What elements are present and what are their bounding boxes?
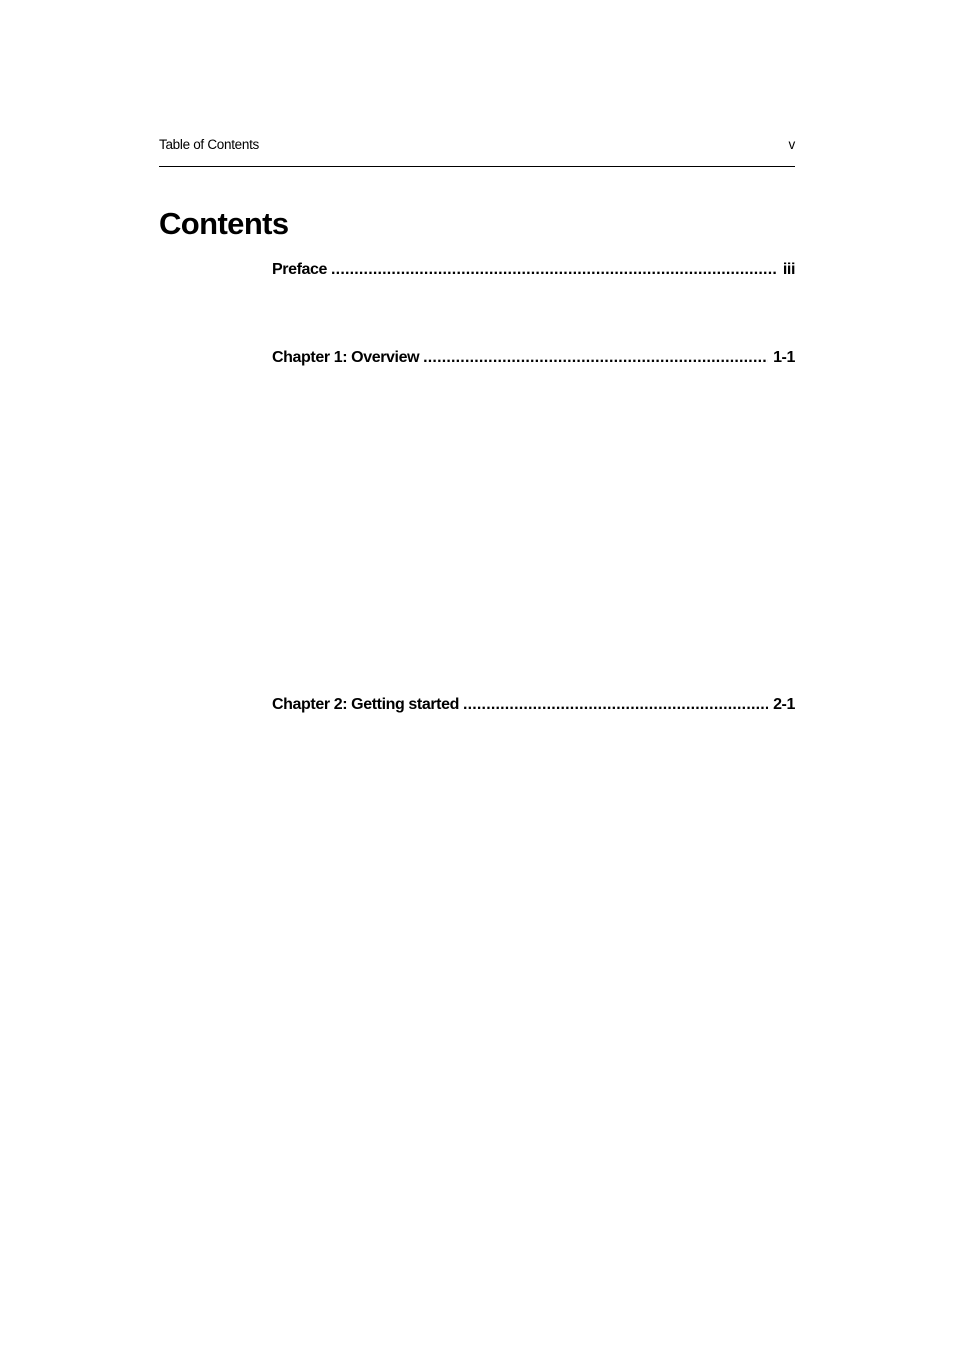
running-header bbox=[159, 134, 795, 154]
toc-entry-page: 2-1 bbox=[773, 696, 795, 713]
dot-leader bbox=[331, 261, 778, 279]
toc-entry-chapter-2[interactable] bbox=[272, 696, 795, 718]
header-divider bbox=[159, 166, 795, 167]
toc-entry-page: iii bbox=[782, 261, 795, 278]
toc-entry-chapter-1[interactable] bbox=[272, 349, 795, 371]
toc-entry-page: 1-1 bbox=[773, 349, 795, 366]
dot-leader bbox=[463, 696, 768, 714]
header-section-label: Table of Contents bbox=[159, 136, 259, 152]
toc-entry-title: Chapter 1: Overview bbox=[272, 349, 420, 366]
page-title: Contents bbox=[159, 206, 289, 241]
toc-entry-title: Preface bbox=[272, 261, 328, 278]
dot-leader bbox=[423, 349, 768, 367]
toc-entry-preface[interactable] bbox=[272, 261, 795, 283]
header-page-number: v bbox=[788, 136, 795, 152]
toc-entry-title: Chapter 2: Getting started bbox=[272, 696, 459, 713]
